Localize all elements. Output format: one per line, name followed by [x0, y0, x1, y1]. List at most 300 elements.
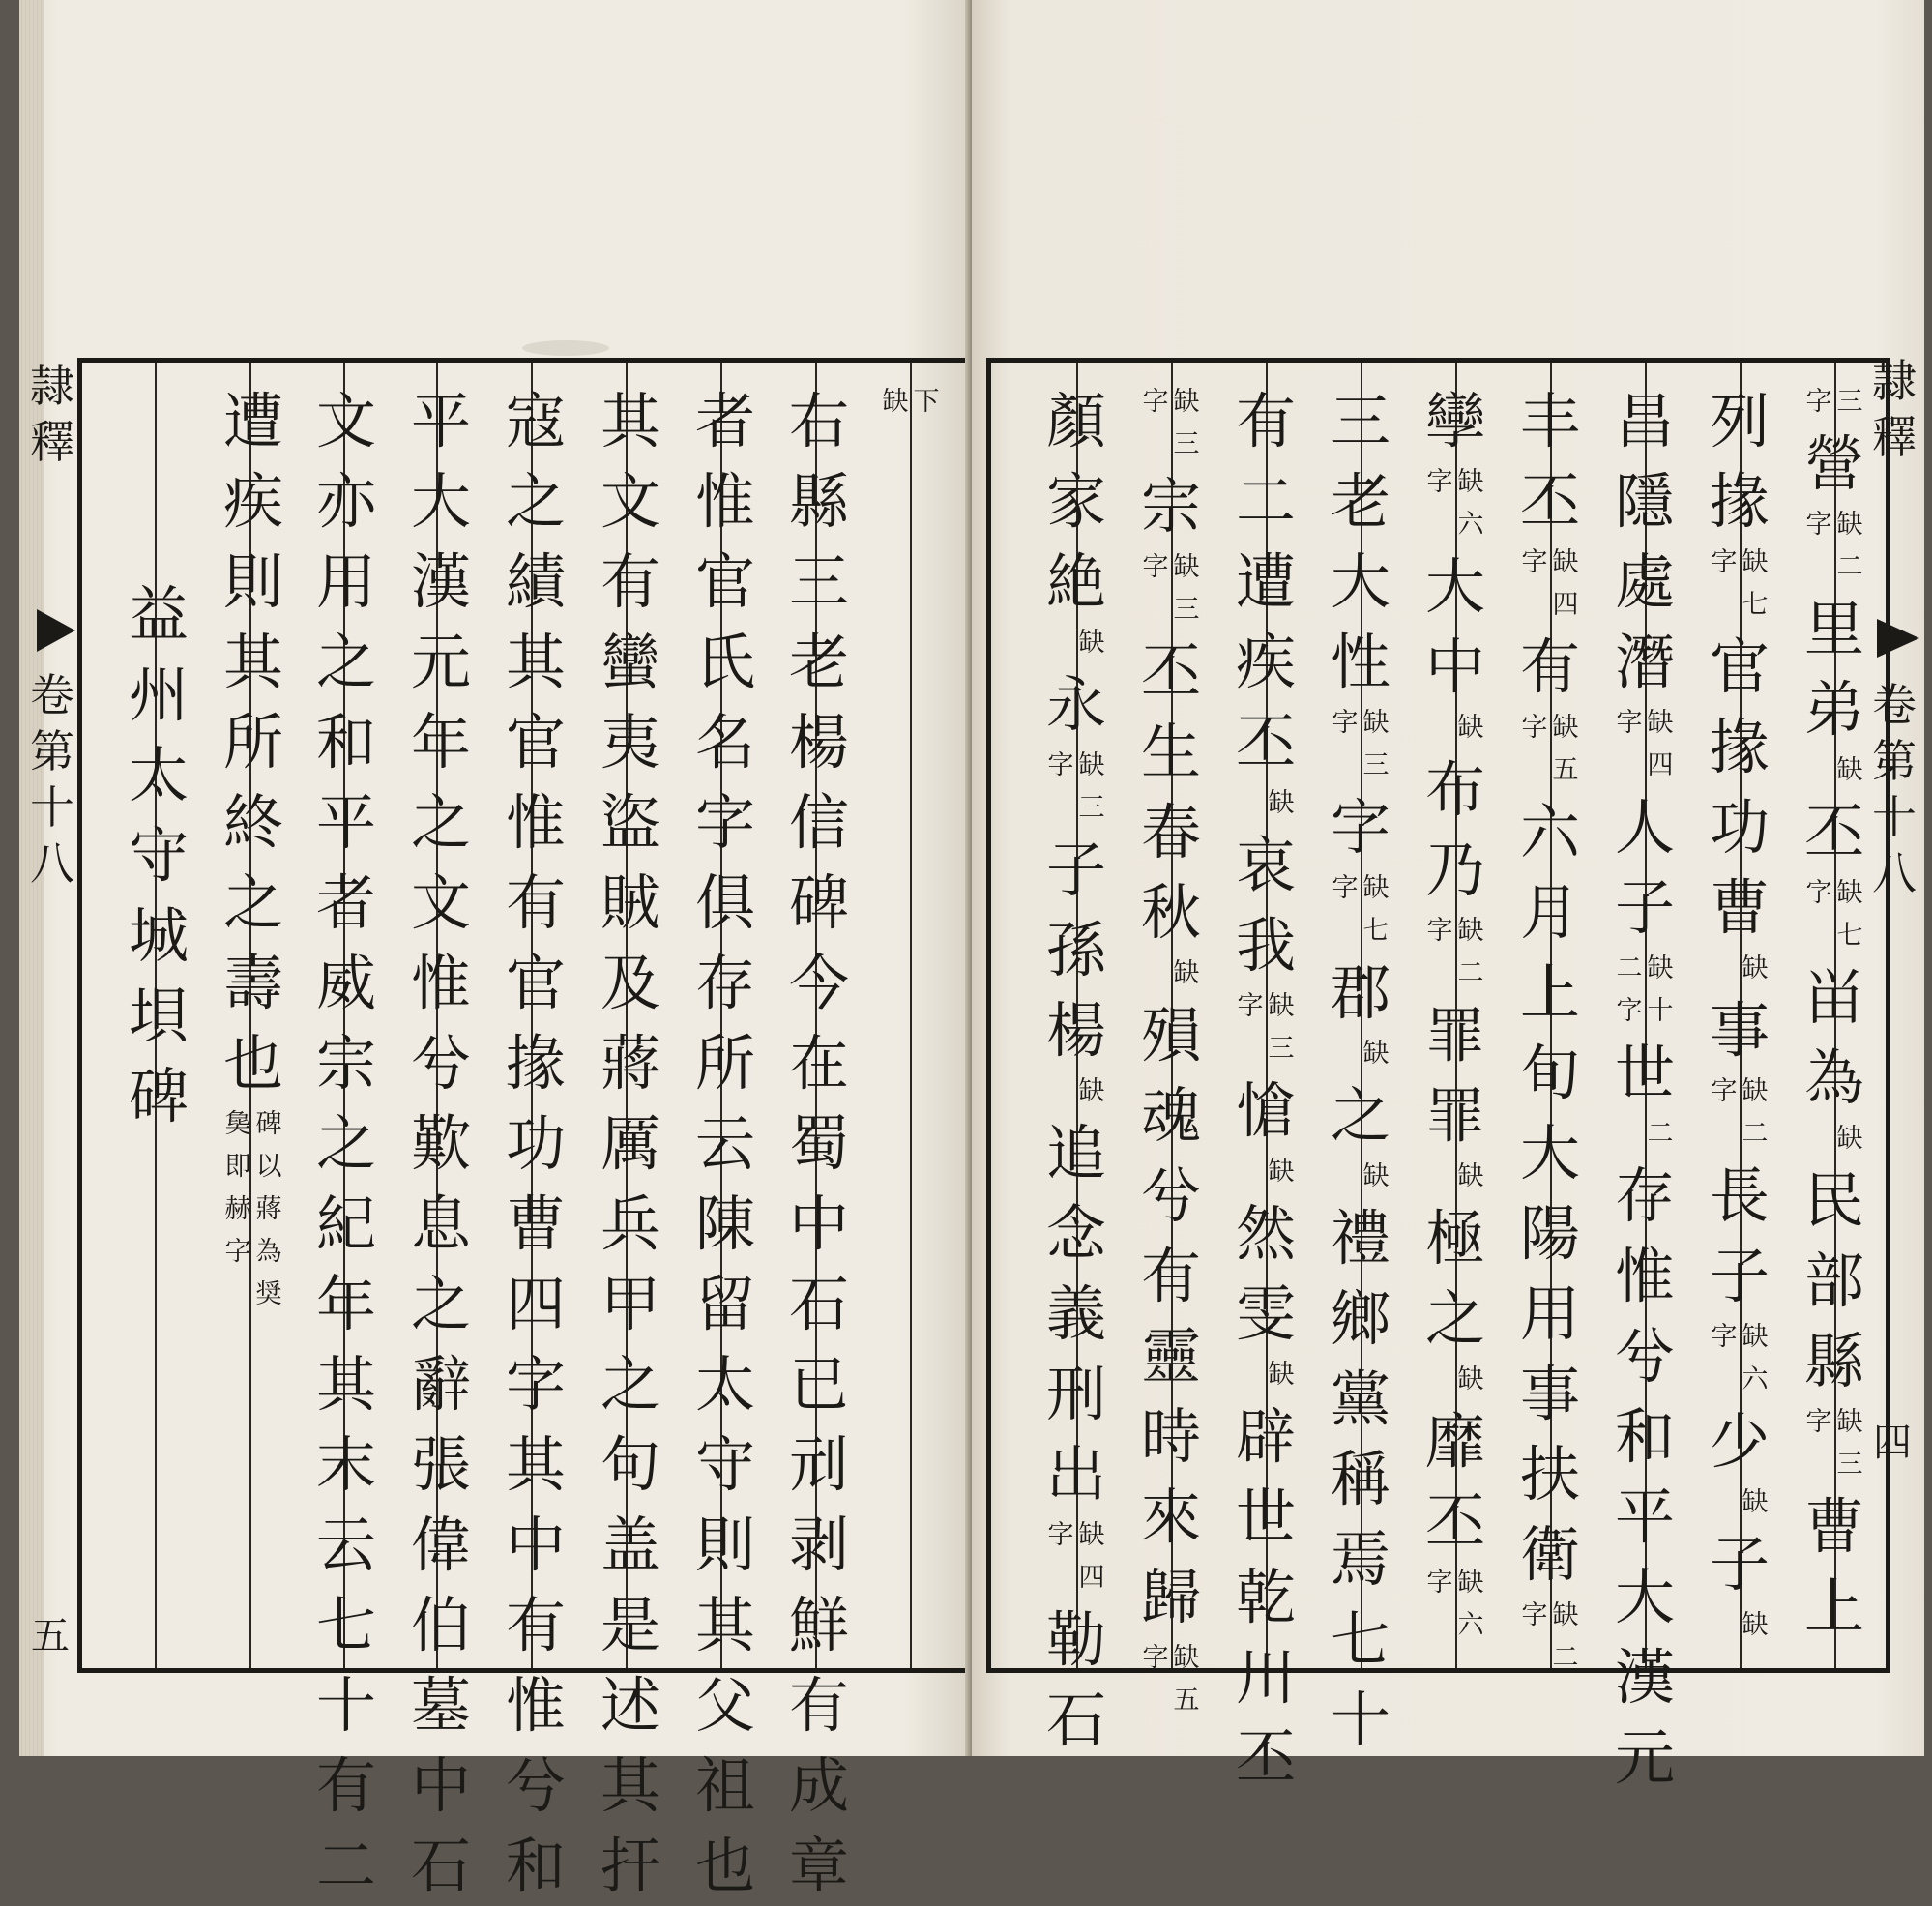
annotation-char: 字: [1332, 873, 1359, 903]
main-char: 城: [128, 900, 189, 971]
main-char: 稱: [1330, 1444, 1390, 1514]
annotation-char: 十: [1647, 996, 1674, 1026]
main-char: 之: [1330, 1080, 1390, 1151]
strip-char: 八: [30, 837, 74, 890]
main-char: 靈: [1140, 1321, 1201, 1392]
main-char: 兮: [1614, 1321, 1675, 1392]
main-char: 存: [694, 948, 755, 1018]
main-char: 家: [1045, 466, 1106, 537]
main-char: 其: [222, 627, 283, 697]
main-char: 少: [1709, 1406, 1770, 1477]
annotation-char: 缺: [1836, 1407, 1863, 1437]
main-char: 哀: [1235, 830, 1296, 900]
annotation-char: [1045, 622, 1076, 664]
annotation-char: [1424, 1359, 1455, 1401]
main-char: 其: [694, 1590, 755, 1660]
main-char: 大: [1330, 546, 1390, 617]
main-char: 中: [410, 1750, 471, 1821]
annotation-char: 缺: [1742, 547, 1769, 577]
annotation-row: [1519, 707, 1581, 749]
main-char: 長: [1709, 1160, 1770, 1231]
main-char: 殞: [1140, 1000, 1201, 1070]
main-char: 列: [1709, 386, 1770, 456]
strip-char: 卷: [30, 669, 74, 721]
main-char: 事: [1709, 995, 1770, 1066]
annotation-char: 五: [1173, 1686, 1200, 1715]
annotation-char: 即: [224, 1152, 251, 1182]
main-char: 大: [1424, 551, 1485, 622]
annotation-char: 缺: [1552, 713, 1579, 743]
main-char: 寇: [505, 386, 566, 456]
annotation-char: 七: [1836, 921, 1863, 951]
annotation-char: 缺: [1362, 708, 1390, 738]
annotation-char: 字: [1805, 1407, 1832, 1437]
annotation-row: [1424, 461, 1486, 504]
annotation-row: [1235, 1028, 1297, 1070]
main-char: 之: [600, 1349, 660, 1420]
main-char: 有: [315, 1750, 376, 1821]
main-char: 官: [694, 546, 755, 617]
page-number: 四: [1873, 1421, 1912, 1465]
main-char: 子: [1709, 1241, 1770, 1311]
annotation-char: 缺: [1362, 1039, 1390, 1069]
text-column: [395, 381, 487, 1906]
main-char: 子: [1614, 872, 1675, 943]
main-char: 益: [128, 579, 189, 650]
annotation-row: [1424, 910, 1486, 953]
main-char: 功: [1709, 792, 1770, 863]
annotation-row: [1803, 504, 1865, 546]
main-char: 紀: [315, 1188, 376, 1259]
main-char: 禮: [1330, 1203, 1390, 1274]
annotation-row: [1140, 1680, 1202, 1722]
annotation-row: [1235, 1354, 1297, 1396]
annotation-char: 字: [1047, 1520, 1074, 1550]
annotation-char: [1424, 504, 1455, 546]
main-char: 丰: [1519, 386, 1580, 456]
main-char: 和: [1614, 1401, 1675, 1472]
main-char: 十: [315, 1670, 376, 1741]
annotation-char: 六: [1742, 1364, 1769, 1394]
main-char: 是: [600, 1590, 660, 1660]
main-char: 蜀: [788, 1108, 849, 1179]
main-char: 息: [410, 1188, 471, 1259]
main-char: 昌: [1614, 386, 1675, 456]
annotation-char: 缺: [1457, 467, 1484, 497]
main-char: 三: [788, 546, 849, 617]
main-char: 名: [694, 707, 755, 777]
main-char: 其: [505, 1429, 566, 1500]
annotation-row: [1424, 504, 1486, 546]
right-margin-strip: [1863, 0, 1924, 1756]
main-char: 世: [1614, 1038, 1675, 1108]
annotation-char: 三: [1173, 595, 1200, 625]
annotation-char: 字: [1142, 387, 1169, 417]
annotation-row: [1424, 1359, 1486, 1401]
text-column: [207, 381, 300, 1316]
main-char: 者: [315, 867, 376, 938]
annotation-row: [1045, 622, 1107, 664]
main-char: 垻: [128, 981, 189, 1051]
main-char: 其: [600, 386, 660, 456]
strip-char: 十: [30, 781, 74, 834]
main-char: 碑: [788, 867, 849, 938]
main-char: 也: [694, 1831, 755, 1901]
annotation-char: [1803, 749, 1834, 792]
strip-char: 第: [30, 725, 74, 777]
annotation-row: [1235, 985, 1297, 1028]
main-char: 石: [1045, 1685, 1106, 1755]
annotation-char: 三: [1268, 1034, 1295, 1064]
annotation-char: 四: [1078, 1563, 1105, 1593]
main-char: 世: [1235, 1481, 1296, 1552]
main-char: 極: [1424, 1203, 1485, 1274]
annotation-row: [1803, 872, 1865, 915]
main-char: 壽: [222, 948, 283, 1018]
text-column: [1314, 381, 1407, 1760]
main-char: 孿: [1424, 386, 1485, 456]
main-char: 信: [788, 787, 849, 858]
main-char: 有: [505, 1590, 566, 1660]
main-char: 子: [1709, 1529, 1770, 1599]
main-char: 勒: [1045, 1604, 1106, 1675]
annotation-row: [1519, 1595, 1581, 1637]
main-char: 中: [505, 1510, 566, 1580]
main-char: 布: [1424, 754, 1485, 825]
main-char: 官: [505, 948, 566, 1018]
strip-char: 八: [1872, 847, 1917, 899]
annotation-char: 缺: [1362, 1161, 1390, 1191]
text-column: [679, 381, 772, 1906]
annotation-char: [1235, 782, 1266, 825]
main-char: 父: [694, 1670, 755, 1741]
main-char: 潛: [1614, 627, 1675, 697]
main-char: 和: [505, 1831, 566, 1901]
main-char: 歎: [410, 1108, 471, 1179]
annotation-char: 缺: [1836, 878, 1863, 908]
annotation-char: 缺: [1457, 1161, 1484, 1191]
annotation-char: 缺: [1836, 755, 1863, 785]
annotation-char: 缺: [1836, 510, 1863, 540]
main-char: 生: [1140, 717, 1201, 787]
main-char: 剥: [788, 1510, 849, 1580]
main-char: 絶: [1045, 546, 1106, 617]
annotation-char: [1330, 910, 1361, 953]
main-char: 上: [1519, 957, 1580, 1028]
annotation-char: 缺: [1268, 991, 1295, 1021]
annotation-char: [1140, 589, 1171, 631]
annotation-row: [1424, 1562, 1486, 1604]
main-char: 隱: [1614, 466, 1675, 537]
annotation-char: 三: [1362, 750, 1390, 780]
annotation-char: [1330, 1156, 1361, 1198]
annotation-char: 七: [1362, 916, 1390, 946]
annotation-row: [1235, 1151, 1297, 1193]
annotation-char: 缺: [1078, 1520, 1105, 1550]
main-char: 然: [1235, 1198, 1296, 1269]
main-char: 丕: [1140, 636, 1201, 707]
main-char: 蔣: [600, 1028, 660, 1099]
annotation-char: 字: [1616, 996, 1643, 1026]
paper-smudge: [522, 340, 609, 356]
main-char: 川: [1235, 1642, 1296, 1713]
annotation-row: [1614, 948, 1676, 990]
main-char: 弟: [1803, 674, 1864, 745]
column-rule: [910, 363, 912, 1668]
annotation-char: [1045, 1070, 1076, 1113]
annotation-char: 字: [1521, 547, 1548, 577]
annotation-char: [1235, 1028, 1266, 1070]
annotation-char: 缺: [882, 387, 909, 417]
main-char: 孫: [1045, 915, 1106, 985]
main-char: 愴: [1235, 1075, 1296, 1146]
main-char: 文: [410, 867, 471, 938]
text-column: [864, 381, 957, 424]
text-column: [1409, 381, 1502, 1647]
annotation-char: 缺: [1647, 953, 1674, 983]
text-column: [1125, 381, 1217, 1722]
main-char: 今: [788, 948, 849, 1018]
annotation-char: 字: [1711, 1322, 1738, 1352]
strip-char: 十: [1872, 791, 1917, 843]
annotation-row: [1803, 381, 1865, 424]
fishtail-mark: [37, 609, 75, 652]
main-char: 平: [410, 386, 471, 456]
annotation-char: 缺: [1742, 1487, 1769, 1517]
annotation-row: [1614, 990, 1676, 1033]
main-char: 性: [1330, 627, 1390, 697]
main-char: 盜: [600, 787, 660, 858]
annotation-row: [1045, 1557, 1107, 1599]
main-char: 曹: [1803, 1491, 1864, 1562]
annotation-char: [1330, 1033, 1361, 1075]
main-char: 兮: [410, 1028, 471, 1099]
main-char: 其: [505, 627, 566, 697]
annotation-row: [1330, 1033, 1391, 1075]
main-char: 之: [315, 627, 376, 697]
annotation-row: [1614, 745, 1676, 787]
annotation-char: 字: [1142, 552, 1169, 582]
annotation-row: [222, 1231, 284, 1274]
main-char: 掾: [1709, 466, 1770, 537]
main-char: 之: [222, 867, 283, 938]
main-char: 石: [788, 1269, 849, 1339]
main-char: 文: [315, 386, 376, 456]
annotation-char: [1709, 1604, 1740, 1647]
annotation-char: 缺: [1742, 953, 1769, 983]
main-char: 三: [1330, 386, 1390, 456]
main-char: 上: [1803, 1571, 1864, 1642]
main-char: 惟: [505, 787, 566, 858]
annotation-row: [1330, 867, 1391, 910]
main-char: 掾: [505, 1028, 566, 1099]
main-char: 畄: [1803, 962, 1864, 1033]
main-char: 縣: [1803, 1326, 1864, 1396]
main-char: 歸: [1140, 1562, 1201, 1632]
page-number: 五: [31, 1614, 70, 1658]
annotation-row: [1709, 1316, 1771, 1359]
text-column: [1598, 381, 1691, 1798]
main-char: 張: [410, 1429, 471, 1500]
annotation-row: [1709, 542, 1771, 584]
annotation-char: 五: [1552, 755, 1579, 785]
annotation-row: [1330, 702, 1391, 745]
main-char: 曹: [1709, 872, 1770, 943]
annotation-char: 缺: [1742, 1076, 1769, 1106]
main-char: 墓: [410, 1670, 471, 1741]
annotation-row: [1519, 749, 1581, 792]
main-char: 之: [315, 1108, 376, 1179]
main-char: 在: [788, 1028, 849, 1099]
main-char: 老: [1330, 466, 1390, 537]
main-char: 字: [694, 787, 755, 858]
main-char: 黨: [1330, 1364, 1390, 1434]
main-char: 亦: [315, 466, 376, 537]
annotation-char: 缺: [1457, 916, 1484, 946]
main-char: 月: [1519, 877, 1580, 948]
main-char: 大: [1614, 1562, 1675, 1632]
main-char: 有: [505, 867, 566, 938]
main-char: 楊: [1045, 995, 1106, 1066]
annotation-char: [1803, 1118, 1834, 1160]
main-char: 惟: [505, 1670, 566, 1741]
main-char: 太: [694, 1349, 755, 1420]
main-char: 者: [694, 386, 755, 456]
annotation-char: [1140, 1680, 1171, 1722]
main-char: 其: [315, 1349, 376, 1420]
annotation-char: [1424, 707, 1455, 749]
annotation-row: [222, 1146, 284, 1188]
main-char: 有: [1140, 1241, 1201, 1311]
annotation-row: [222, 1188, 284, 1231]
main-char: 用: [315, 546, 376, 617]
main-char: 留: [694, 1269, 755, 1339]
annotation-char: 缺: [1173, 387, 1200, 417]
annotation-char: [1709, 1481, 1740, 1524]
main-char: 官: [505, 707, 566, 777]
main-char: 焉: [1330, 1524, 1390, 1595]
text-column: [773, 381, 865, 1906]
main-char: 時: [1140, 1401, 1201, 1472]
main-char: 年: [410, 707, 471, 777]
main-char: 處: [1614, 546, 1675, 617]
main-char: 罪: [1424, 1000, 1485, 1070]
main-char: 追: [1045, 1118, 1106, 1188]
annotation-char: 缺: [1173, 552, 1200, 582]
main-char: 守: [694, 1429, 755, 1500]
annotation-char: 缺: [1552, 1600, 1579, 1630]
main-char: 里: [1803, 594, 1864, 664]
main-char: 末: [315, 1429, 376, 1500]
main-char: 疾: [222, 466, 283, 537]
main-char: 宗: [315, 1028, 376, 1099]
main-char: 太: [128, 740, 189, 810]
annotation-row: [1140, 589, 1202, 631]
main-char: 云: [694, 1108, 755, 1179]
main-char: 雯: [1235, 1278, 1296, 1349]
main-char: 則: [222, 546, 283, 617]
annotation-char: 缺: [1457, 713, 1484, 743]
main-char: 春: [1140, 797, 1201, 867]
main-char: 六: [1519, 797, 1580, 867]
main-char: 扶: [1519, 1439, 1580, 1510]
main-char: 丕: [1424, 1486, 1485, 1557]
main-char: 官: [1709, 631, 1770, 702]
annotation-char: [1424, 953, 1455, 995]
annotation-row: [1140, 546, 1202, 589]
annotation-char: [1235, 1151, 1266, 1193]
annotation-char: 缺: [1173, 1643, 1200, 1673]
annotation-char: [1614, 745, 1645, 787]
annotation-char: [1140, 953, 1171, 995]
annotation-row: [1140, 953, 1202, 995]
main-char: 俱: [694, 867, 755, 938]
main-char: 兮: [1140, 1160, 1201, 1231]
annotation-char: 字: [1805, 387, 1832, 417]
main-char: 平: [315, 787, 376, 858]
main-char: 二: [315, 1831, 376, 1901]
annotation-row: [1140, 381, 1202, 424]
strip-char: 第: [1872, 735, 1917, 787]
annotation-char: 二: [1836, 552, 1863, 582]
main-char: 守: [128, 820, 189, 891]
annotation-row: [1519, 584, 1581, 627]
annotation-row: [1709, 1604, 1771, 1647]
main-char: 子: [1045, 835, 1106, 905]
main-char: 刓: [788, 1429, 849, 1500]
annotation-char: 四: [1552, 590, 1579, 620]
main-char: 成: [788, 1750, 849, 1821]
annotation-char: 二: [1457, 958, 1484, 988]
annotation-row: [1614, 702, 1676, 745]
main-char: 旬: [1519, 1038, 1580, 1108]
annotation-row: [1803, 1118, 1865, 1160]
text-column: [584, 381, 677, 1906]
annotation-row: [1045, 745, 1107, 787]
main-char: 祖: [694, 1750, 755, 1821]
annotation-row: [1709, 1359, 1771, 1401]
annotation-char: 缺: [1457, 1364, 1484, 1394]
annotation-char: [1709, 1359, 1740, 1401]
annotation-row: [1424, 1604, 1486, 1647]
main-char: 疾: [1235, 627, 1296, 697]
main-char: 甲: [600, 1269, 660, 1339]
main-char: 永: [1045, 669, 1106, 740]
main-char: 有: [788, 1670, 849, 1741]
main-char: 義: [1045, 1278, 1106, 1349]
annotation-char: [1424, 1604, 1455, 1647]
annotation-char: [1709, 948, 1740, 990]
annotation-char: 缺: [1078, 628, 1105, 658]
main-char: 已: [788, 1349, 849, 1420]
main-char: 部: [1803, 1246, 1864, 1316]
annotation-char: [1614, 1113, 1645, 1156]
main-char: 字: [1330, 792, 1390, 863]
annotation-char: 二: [1742, 1119, 1769, 1149]
annotation-char: 字: [1426, 916, 1453, 946]
annotation-char: [1519, 1637, 1550, 1680]
main-char: 年: [315, 1269, 376, 1339]
annotation-char: 字: [1332, 708, 1359, 738]
fishtail-mark: [1877, 619, 1919, 658]
annotation-char: 字: [1616, 708, 1643, 738]
annotation-char: 以: [255, 1152, 282, 1182]
main-char: 平: [1614, 1481, 1675, 1552]
text-column: [300, 381, 393, 1906]
annotation-char: 缺: [1647, 708, 1674, 738]
main-char: 丕: [1235, 707, 1296, 777]
annotation-char: 七: [1742, 590, 1769, 620]
